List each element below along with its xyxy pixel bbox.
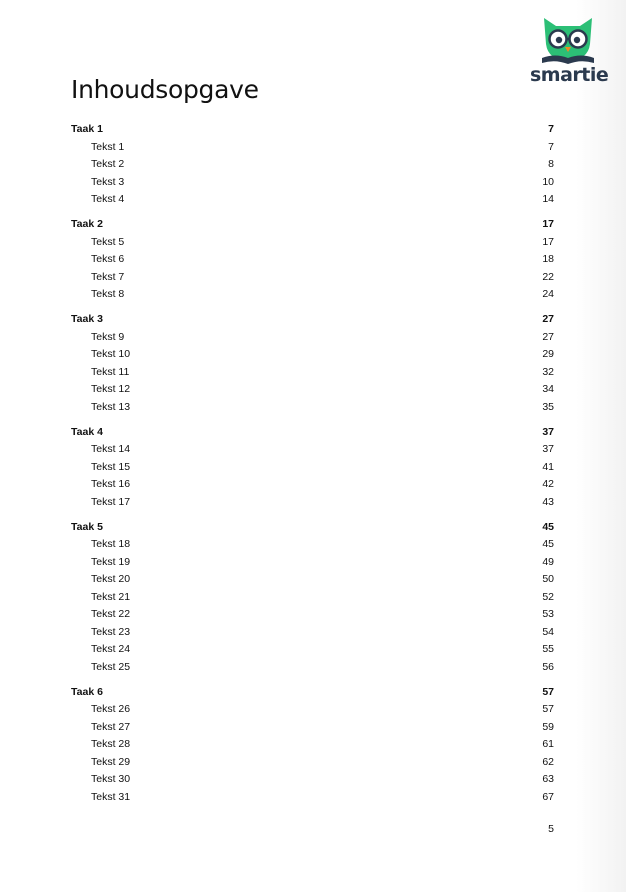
toc-text-row[interactable] <box>71 571 554 589</box>
toc-entry-page: 61 <box>542 738 554 750</box>
toc-entry-page: 45 <box>542 538 554 550</box>
toc-text-row[interactable] <box>71 736 554 754</box>
toc-section <box>71 519 554 677</box>
toc-entry-page: 34 <box>542 383 554 395</box>
toc-text-row[interactable] <box>71 156 554 174</box>
toc-entry-label: Taak 3 <box>71 313 103 325</box>
toc-entry-page: 62 <box>542 755 554 768</box>
toc-entry-label: Tekst 14 <box>91 443 131 455</box>
toc-text-row[interactable] <box>71 286 554 304</box>
toc-entry-page: 57 <box>542 703 554 715</box>
toc-entry-label: Tekst 15 <box>91 460 131 473</box>
toc-entry-page: 35 <box>542 400 554 413</box>
toc-entry-label: Tekst 1 <box>91 140 125 153</box>
toc-entry-label: Taak 4 <box>71 425 103 438</box>
toc-entry-label: Tekst 3 <box>91 175 125 188</box>
toc-text-row[interactable] <box>71 269 554 287</box>
toc-text-row[interactable] <box>71 536 554 554</box>
toc-entry-page: 50 <box>542 573 554 585</box>
toc-entry-page: 42 <box>542 478 554 490</box>
toc-entry-page: 18 <box>542 253 554 265</box>
page-title: Inhoudsopgave <box>71 75 259 104</box>
toc-entry-label: Tekst 22 <box>91 608 131 620</box>
toc-entry-label: Tekst 28 <box>91 738 131 750</box>
toc-entry-label: Tekst 2 <box>91 158 125 170</box>
toc-entry-page: 59 <box>542 720 554 733</box>
toc-entry-page: 55 <box>542 643 554 655</box>
toc-entry-page: 63 <box>542 773 554 785</box>
toc-task-row[interactable] <box>71 519 554 537</box>
toc-entry-label: Tekst 8 <box>91 288 125 300</box>
toc-entry-label: Tekst 31 <box>91 790 131 803</box>
toc-entry-label: Tekst 4 <box>91 193 125 205</box>
toc-entry-label: Tekst 11 <box>91 365 130 378</box>
toc-entry-page: 17 <box>542 218 554 230</box>
toc-text-row[interactable] <box>71 139 554 157</box>
toc-entry-label: Tekst 20 <box>91 573 131 585</box>
toc-text-row[interactable] <box>71 554 554 572</box>
toc-entry-label: Tekst 12 <box>91 383 131 395</box>
smartie-logo <box>530 14 609 88</box>
toc-text-row[interactable] <box>71 476 554 494</box>
toc-entry-page: 10 <box>542 175 554 188</box>
page-number: 5 <box>548 823 554 835</box>
toc-entry-label: Tekst 10 <box>91 348 131 360</box>
toc-entry-page: 27 <box>542 313 554 325</box>
toc-section <box>71 121 554 209</box>
toc-text-row[interactable] <box>71 399 554 417</box>
toc-entry-label: Tekst 21 <box>91 590 131 603</box>
toc-text-row[interactable] <box>71 589 554 607</box>
toc-text-row[interactable] <box>71 659 554 677</box>
toc-text-row[interactable] <box>71 754 554 772</box>
toc-entry-label: Tekst 13 <box>91 400 131 413</box>
toc-text-row[interactable] <box>71 606 554 624</box>
toc-text-row[interactable] <box>71 624 554 642</box>
toc-text-row[interactable] <box>71 251 554 269</box>
toc-entry-label: Tekst 5 <box>91 235 125 248</box>
brand-name: smartie <box>530 64 609 86</box>
toc-text-row[interactable] <box>71 346 554 364</box>
toc-section <box>71 311 554 416</box>
toc-entry-label: Tekst 16 <box>91 478 131 490</box>
toc-text-row[interactable] <box>71 364 554 382</box>
toc-text-row[interactable] <box>71 329 554 347</box>
toc-entry-page: 41 <box>542 460 554 473</box>
toc-text-row[interactable] <box>71 789 554 807</box>
toc-entry-page: 49 <box>542 555 554 568</box>
toc-text-row[interactable] <box>71 494 554 512</box>
toc-entry-page: 27 <box>542 330 554 343</box>
toc-entry-label: Tekst 23 <box>91 625 131 638</box>
toc-entry-label: Tekst 29 <box>91 755 131 768</box>
toc-entry-label: Taak 1 <box>71 123 103 135</box>
toc-entry-page: 7 <box>548 140 554 153</box>
toc-entry-label: Tekst 30 <box>91 773 131 785</box>
toc-entry-label: Taak 6 <box>71 685 103 698</box>
toc-entry-page: 37 <box>542 443 554 455</box>
toc-section <box>71 684 554 807</box>
toc-entry-page: 45 <box>542 520 554 533</box>
toc-entry-label: Tekst 17 <box>91 495 131 508</box>
toc-entry-page: 14 <box>542 193 554 205</box>
toc-text-row[interactable] <box>71 191 554 209</box>
toc-task-row[interactable] <box>71 684 554 702</box>
toc-task-row[interactable] <box>71 424 554 442</box>
toc-entry-label: Tekst 25 <box>91 660 131 673</box>
toc-text-row[interactable] <box>71 459 554 477</box>
toc-text-row[interactable] <box>71 381 554 399</box>
toc-entry-label: Tekst 9 <box>91 330 125 343</box>
toc-entry-page: 22 <box>542 270 554 283</box>
toc-entry-label: Tekst 19 <box>91 555 131 568</box>
toc-text-row[interactable] <box>71 641 554 659</box>
toc-entry-page: 56 <box>542 660 554 673</box>
toc-entry-page: 7 <box>548 123 554 135</box>
toc-entry-page: 32 <box>542 365 554 378</box>
toc-entry-page: 29 <box>542 348 554 360</box>
toc-entry-page: 43 <box>542 495 554 508</box>
toc-text-row[interactable] <box>71 174 554 192</box>
toc-text-row[interactable] <box>71 771 554 789</box>
toc-text-row[interactable] <box>71 701 554 719</box>
toc-entry-label: Tekst 6 <box>91 253 125 265</box>
toc-task-row[interactable] <box>71 216 554 234</box>
toc-entry-label: Taak 2 <box>71 218 103 230</box>
toc-text-row[interactable] <box>71 441 554 459</box>
toc-text-row[interactable] <box>71 719 554 737</box>
toc-entry-label: Tekst 27 <box>91 720 131 733</box>
table-of-contents <box>71 121 554 814</box>
toc-entry-label: Taak 5 <box>71 520 103 533</box>
toc-entry-page: 57 <box>542 685 554 698</box>
toc-entry-label: Tekst 7 <box>91 270 125 283</box>
toc-entry-page: 54 <box>542 625 554 638</box>
toc-entry-label: Tekst 24 <box>91 643 131 655</box>
toc-section <box>71 216 554 304</box>
toc-entry-page: 37 <box>542 425 554 438</box>
toc-entry-label: Tekst 26 <box>91 703 131 715</box>
toc-entry-page: 24 <box>542 288 554 300</box>
toc-entry-page: 8 <box>548 158 554 170</box>
toc-entry-page: 52 <box>542 590 554 603</box>
toc-entry-page: 53 <box>542 608 554 620</box>
toc-entry-label: Tekst 18 <box>91 538 131 550</box>
toc-task-row[interactable] <box>71 311 554 329</box>
toc-entry-page: 17 <box>542 235 554 248</box>
toc-text-row[interactable] <box>71 234 554 252</box>
toc-task-row[interactable] <box>71 121 554 139</box>
toc-entry-page: 67 <box>542 790 554 803</box>
toc-section <box>71 424 554 512</box>
owl-icon <box>538 14 598 68</box>
